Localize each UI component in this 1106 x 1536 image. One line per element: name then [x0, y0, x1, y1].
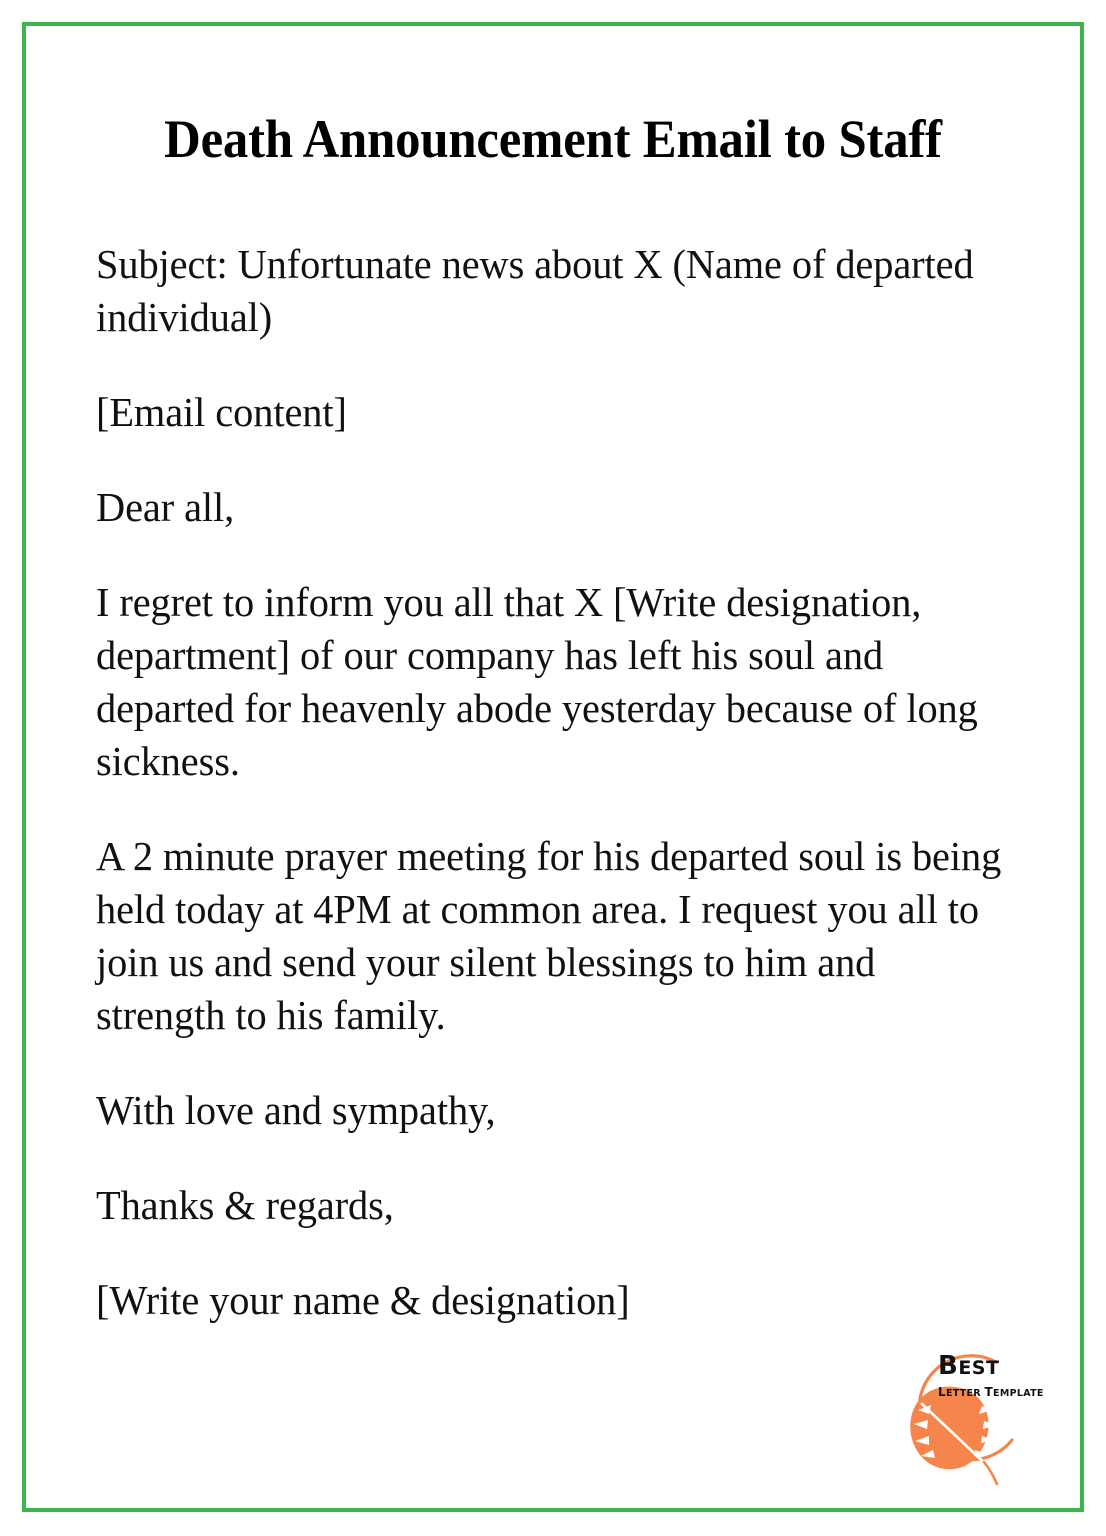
paragraph-closing-sympathy: With love and sympathy, — [96, 1087, 496, 1133]
page-title: Death Announcement Email to Staff — [164, 109, 942, 169]
tagline-letter-rest: ETTER — [945, 1388, 985, 1399]
paragraph-signature-placeholder: [Write your name & designation] — [96, 1277, 630, 1323]
letter-content — [96, 238, 1026, 1327]
tagline-letter-initial: L — [938, 1385, 946, 1399]
paragraph-email-content: [Email content] — [96, 389, 347, 435]
brand-name-initial: B — [938, 1351, 959, 1381]
brand-tagline — [938, 1384, 1046, 1402]
brand-name-rest: EST — [958, 1357, 1000, 1379]
tagline-template-rest: EMPLATE — [993, 1388, 1044, 1399]
paragraph-announcement: I regret to inform you all that X [Write designation, department] of our company has left his soul and departed for heavenly abode yesterday because of long sickness. — [96, 579, 978, 784]
brand-logo — [884, 1344, 1044, 1494]
brand-name — [938, 1352, 1046, 1382]
paragraph-subject: Subject: Unfortunate news about X (Name of departed individual) — [96, 241, 974, 340]
paragraph-salutation: Dear all, — [96, 484, 235, 530]
brand-logo-text — [938, 1352, 1046, 1402]
paragraph-prayer-meeting: A 2 minute prayer meeting for his departed soul is being held today at 4PM at common area. I request you all to join us and send your silent blessings to him and strength to his family. — [96, 833, 1002, 1038]
paragraph-closing-thanks: Thanks & regards, — [96, 1182, 394, 1228]
tagline-template-initial: T — [984, 1385, 994, 1399]
